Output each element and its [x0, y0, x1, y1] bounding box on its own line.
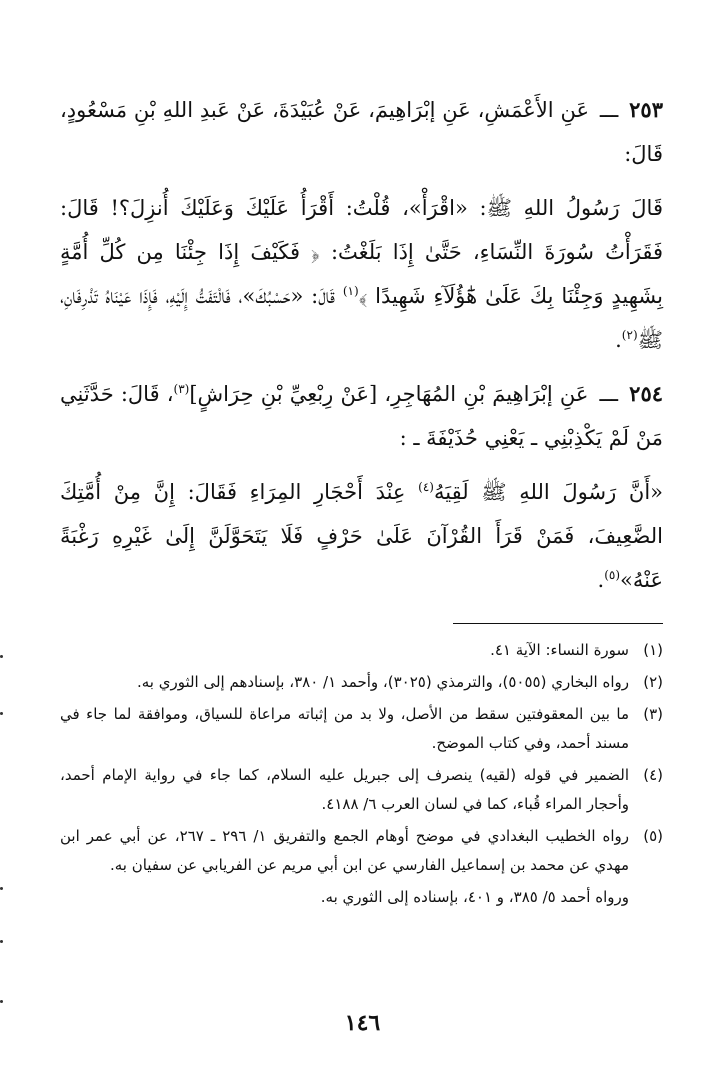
hadith-254-matn: [60, 470, 663, 602]
hadith-253: [60, 88, 663, 176]
footnote-text: رواه الخطيب البغدادي في موضح أوهام الجمع والتفريق ١/ ٢٩٦ ـ ٢٦٧، عن أبي عمر ابن مهدي عن محمد بن إسماعيل الفارسي عن ابن أبي مريم عن الفريابي عن سفيان به.: [60, 827, 629, 874]
scan-edge-mark: [0, 712, 3, 715]
footnote-item: [60, 668, 663, 697]
footnote-item: [60, 822, 663, 880]
hadith-matn-text: عِنْدَ أَحْجَارِ المِرَاءِ فَقَالَ: إِنَّ مِنْ أُمَّتِكَ الضَّعِيفَ، فَمَنْ قَرَأَ القُرْآنَ عَلَىٰ حَرْفٍ فَلَا يَتَحَوَّلَنَّ إِلَىٰ غَيْرِهِ رَغْبَةً عَنْهُ»: [60, 480, 663, 592]
hadith-matn-text: «أَنَّ رَسُولَ اللهِ ﷺ لَقِيَهُ: [433, 480, 664, 504]
hadith-number: ٢٥٤: [629, 381, 664, 406]
footnote-ref: (٥): [604, 568, 621, 582]
footnote-ref: (٤): [418, 480, 434, 494]
main-text: [60, 88, 663, 602]
scan-edge-mark: [0, 655, 3, 658]
footnote-marker: (٢): [643, 673, 663, 691]
hadith-isnad: ، قَالَ: حَدَّثَنِي مَنْ لَمْ يَكْذِبْنِي ـ يَعْنِي حُذَيْفَةَ ـ :: [60, 382, 663, 450]
footnote-marker: (٣): [643, 705, 663, 723]
footnote-separator: [453, 623, 663, 624]
scan-edge-mark: [0, 1000, 3, 1003]
footnote-text: سورة النساء: الآية ٤١.: [490, 641, 629, 659]
hadith-253-matn: [60, 186, 663, 362]
dash-separator: ـــ: [599, 98, 619, 122]
footnote-item: [60, 700, 663, 758]
footnote-ref: (٢): [621, 328, 638, 342]
footnote-marker: (٤): [643, 766, 663, 784]
footnote-item: [60, 636, 663, 665]
scan-edge-mark: [0, 940, 3, 943]
footnote-marker: (١): [643, 641, 663, 659]
hadith-end: .: [597, 568, 605, 592]
footnote-marker: (٥): [643, 827, 663, 845]
footnote-text: الضمير في قوله (لقيه) ينصرف إلى جبريل عليه السلام، كما جاء في رواية الإمام أحمد، وأحجار المراء قُباء، كما في لسان العرب ٦/ ٤١٨٨.: [60, 766, 629, 813]
footnotes-section: [60, 636, 663, 912]
footnote-text: رواه البخاري (٥٠٥٥)، والترمذي (٣٠٢٥)، وأحمد ١/ ٣٨٠، بإسنادهم إلى الثوري به.: [136, 673, 629, 691]
footnote-item: [60, 761, 663, 819]
footnote-ref: (١): [342, 284, 359, 298]
hadith-isnad: عَنِ الأَعْمَشِ، عَنِ إبْرَاهِيمَ، عَنْ عُبَيْدَةَ، عَنْ عَبدِ اللهِ بْنِ مَسْعُودٍ، قَالَ:: [60, 98, 663, 166]
scan-edge-mark: [0, 887, 3, 890]
footnote-text: ما بين المعقوفتين سقط من الأصل، ولا بد من إثباته مراعاة للسياق، وموافقة لما جاء في مسند أحمد، وفي كتاب الموضح.: [60, 705, 629, 752]
footnote-continuation: ورواه أحمد ٥/ ٣٨٥، و ٤٠١، بإسناده إلى الثوري به.: [320, 888, 629, 906]
hadith-matn-text: قَالَ رَسُولُ اللهِ ﷺ: «اقْرَأْ»، قُلْتُ: أَقْرَأُ عَلَيْكَ وَعَلَيْكَ أُنزِلَ؟! قَالَ: فَقَرَأْتُ سُورَةَ النِّسَاءِ، حَتَّىٰ إِذَا بَلَغْتُ: ﴿ فَكَيْفَ إِذَا جِئْنَا مِن كُلِّ أُمَّةٍ بِشَهِيدٍ وَجِئْنَا بِكَ عَلَىٰ هَٰٓؤُلَآءِ شَهِيدًا ﴾: [60, 196, 663, 308]
hadith-isnad: عَنِ إبْرَاهِيمَ بْنِ المُهَاجِرِ، [عَنْ رِبْعِيِّ بْنِ حِرَاشٍ]: [189, 382, 589, 406]
page-number: ١٤٦: [344, 1010, 381, 1036]
hadith-number: ٢٥٣: [629, 97, 663, 122]
hadith-end: .: [615, 328, 622, 352]
hadith-254: [60, 372, 663, 460]
footnote-ref: (٣): [173, 382, 190, 396]
hadith-matn-text: قَالَ: «حَسْبُكَ»، فَالْتَفَتُّ إِلَيْهِ، فَإِذَا عَيْنَاهُ تَذْرِفَانِ، ﷺ: [60, 284, 663, 352]
dash-separator: ـــ: [599, 382, 619, 406]
